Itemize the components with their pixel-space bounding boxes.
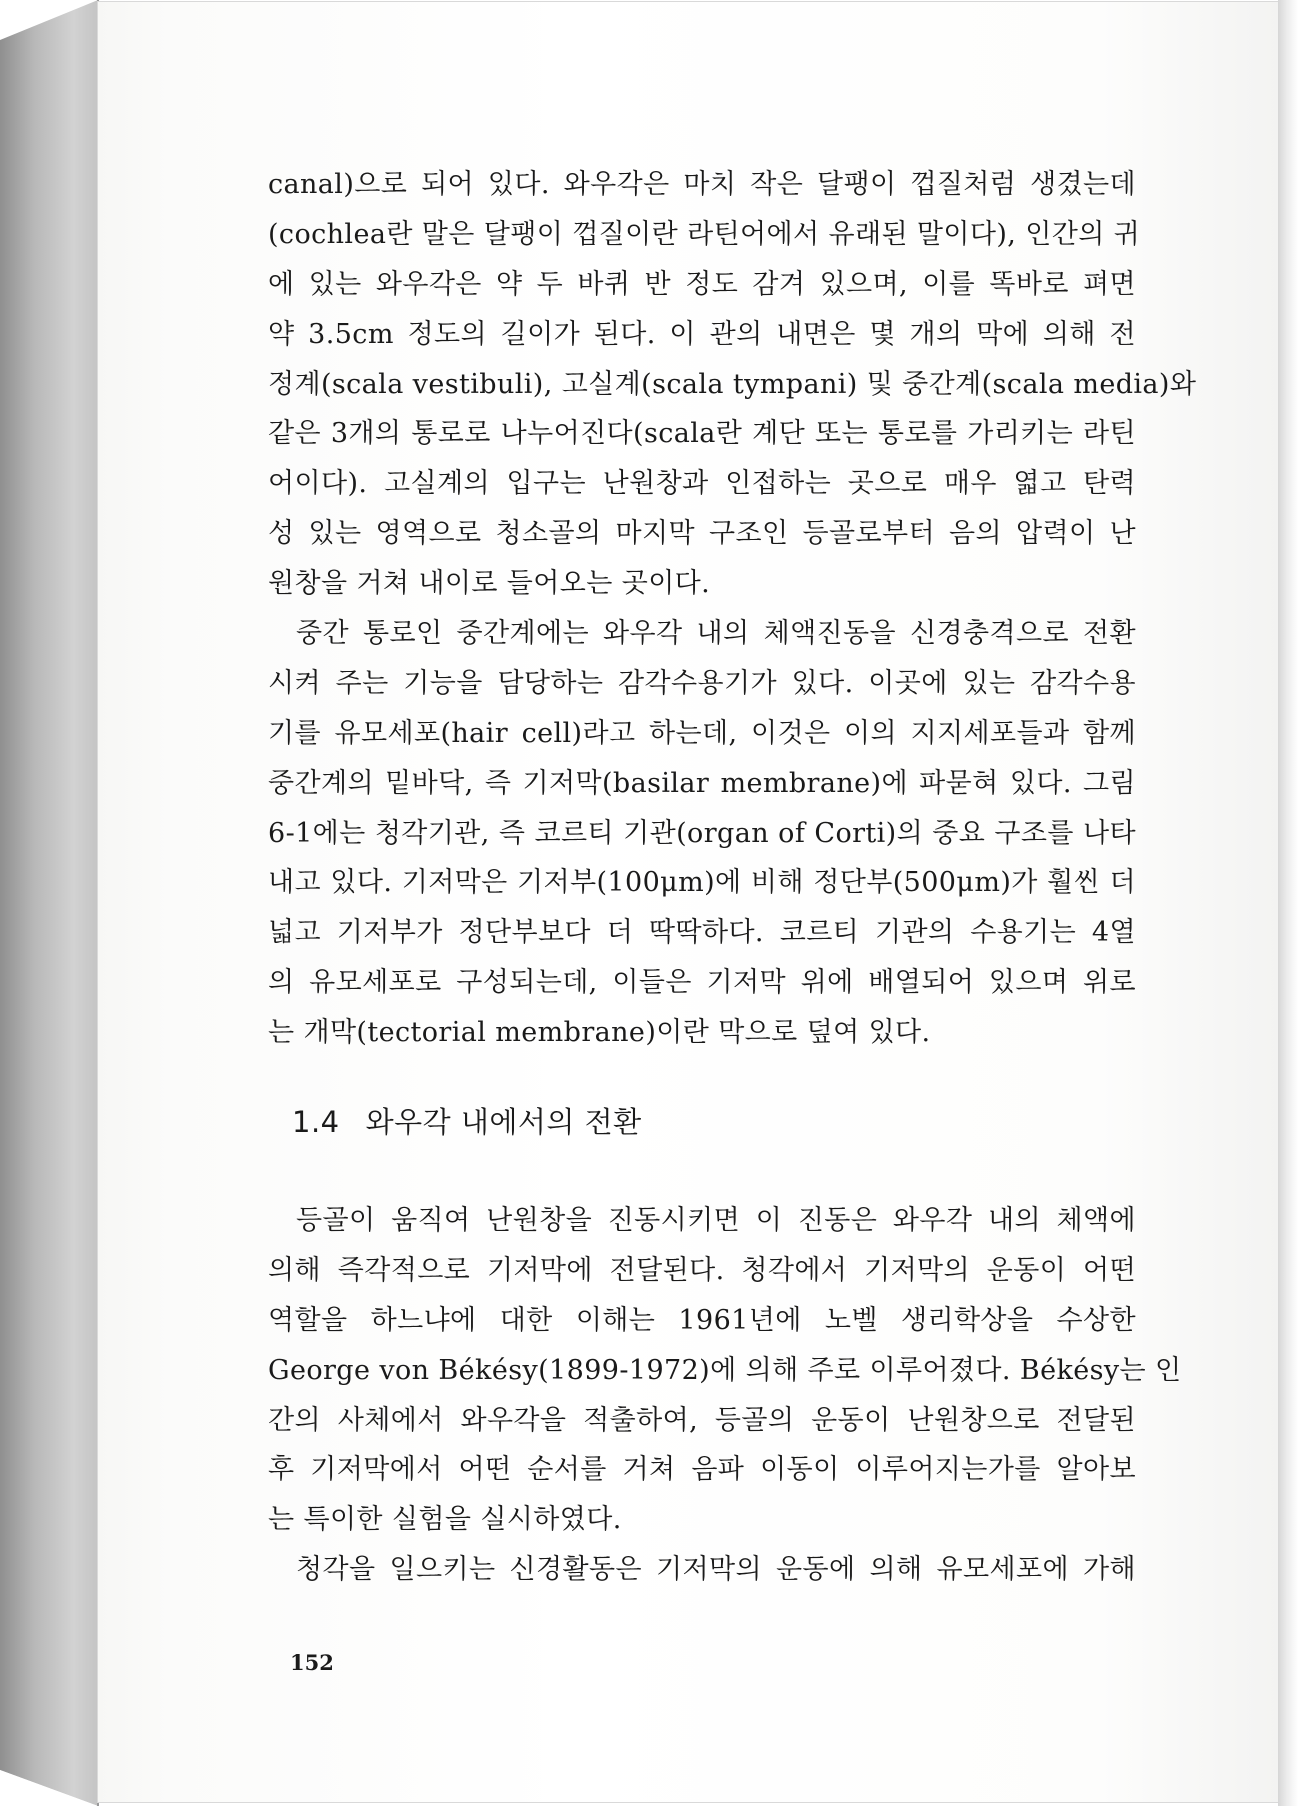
- section-title: 와우각 내에서의 전환: [365, 1105, 642, 1139]
- text-line: 같은 3개의 통로로 나누어진다(scala란 계단 또는 통로를 가리키는 라틴: [268, 418, 1136, 450]
- text-line: 시켜 주는 기능을 담당하는 감각수용기가 있다. 이곳에 있는 감각수용: [268, 667, 1136, 699]
- page-number: 152: [290, 1650, 334, 1675]
- text-line: 의해 즉각적으로 기저막에 전달된다. 청각에서 기저막의 운동이 어떤: [268, 1254, 1136, 1286]
- text-line: 기를 유모세포(hair cell)라고 하는데, 이것은 이의 지지세포들과 함께: [268, 717, 1136, 749]
- text-line: 6-1에는 청각기관, 즉 코르티 기관(organ of Corti)의 중요 구조를 나타: [268, 817, 1136, 849]
- text-line: 역할을 하느냐에 대한 이해는 1961년에 노벨 생리학상을 수상한: [268, 1304, 1136, 1336]
- text-line: 원창을 거쳐 내이로 들어오는 곳이다.: [268, 568, 711, 600]
- text-line: 는 특이한 실험을 실시하였다.: [268, 1504, 622, 1536]
- text-line: 등골이 움직여 난원창을 진동시키면 이 진동은 와우각 내의 체액에: [296, 1205, 1136, 1236]
- text-line: 어이다). 고실계의 입구는 난원창과 인접하는 곳으로 매우 엷고 탄력: [268, 468, 1136, 500]
- text-line: George von Békésy(1899-1972)에 의해 주로 이루어졌다. Békésy는 인: [268, 1354, 1182, 1386]
- section-heading: [292, 1100, 642, 1141]
- text-line: 중간 통로인 중간계에는 와우각 내의 체액진동을 신경충격으로 전환: [296, 618, 1136, 650]
- text-line: 내고 있다. 기저막은 기저부(100μm)에 비해 정단부(500μm)가 훨씬 더: [268, 867, 1136, 899]
- text-line: 정계(scala vestibuli), 고실계(scala tympani) 및 중간계(scala media)와: [268, 368, 1197, 400]
- paragraph-block-transduction: [268, 1196, 1182, 1595]
- text-line: 약 3.5cm 정도의 길이가 된다. 이 관의 내면은 몇 개의 막에 의해 전: [268, 318, 1136, 350]
- text-line: (cochlea란 말은 달팽이 껍질이란 라틴어에서 유래된 말이다), 인간의 귀: [268, 218, 1141, 250]
- text-line: 에 있는 와우각은 약 두 바퀴 반 정도 감겨 있으며, 이를 똑바로 펴면: [268, 268, 1136, 300]
- paragraph-block-cochlea-structure: [268, 160, 1197, 1058]
- text-line: 는 개막(tectorial membrane)이란 막으로 덮여 있다.: [268, 1017, 931, 1049]
- text-line: 중간계의 밑바닥, 즉 기저막(basilar membrane)에 파묻혀 있다. 그림: [268, 767, 1136, 799]
- section-number: 1.4: [292, 1105, 340, 1139]
- text-line: 넓고 기저부가 정단부보다 더 딱딱하다. 코르티 기관의 수용기는 4열: [268, 917, 1136, 949]
- text-line: 간의 사체에서 와우각을 적출하여, 등골의 운동이 난원창으로 전달된: [268, 1404, 1136, 1436]
- text-line: canal)으로 되어 있다. 와우각은 마치 작은 달팽이 껍질처럼 생겼는데: [268, 169, 1136, 200]
- text-line: 후 기저막에서 어떤 순서를 거쳐 음파 이동이 이루어지는가를 알아보: [268, 1454, 1136, 1486]
- book-spine: [0, 0, 100, 1806]
- text-line: 청각을 일으키는 신경활동은 기저막의 운동에 의해 유모세포에 가해: [296, 1554, 1136, 1586]
- text-line: 의 유모세포로 구성되는데, 이들은 기저막 위에 배열되어 있으며 위로: [268, 967, 1136, 999]
- page-edge-shadow: [1278, 0, 1298, 1806]
- text-line: 성 있는 영역으로 청소골의 마지막 구조인 등골로부터 음의 압력이 난: [268, 518, 1136, 550]
